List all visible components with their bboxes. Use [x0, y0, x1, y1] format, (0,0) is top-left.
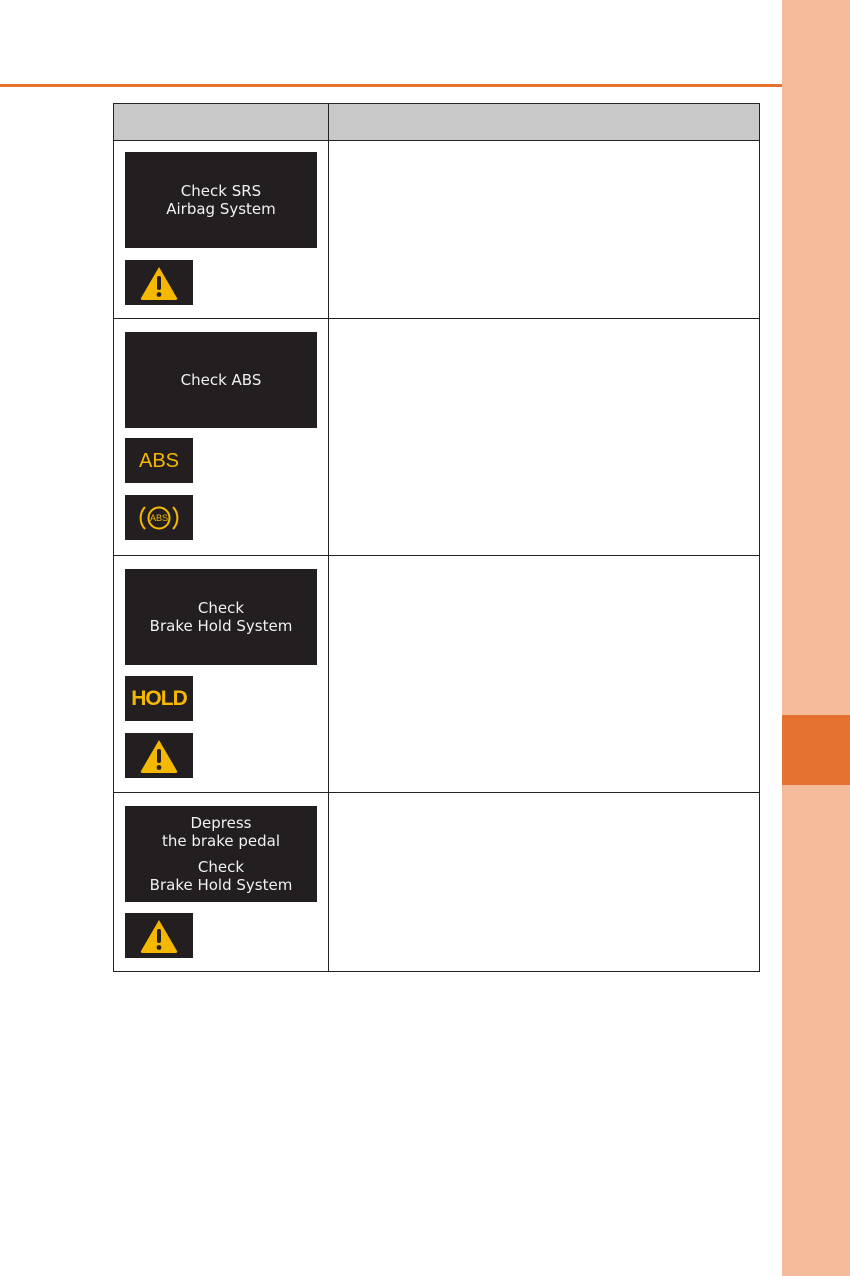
header-rule	[0, 84, 782, 87]
warning-triangle-icon	[125, 913, 193, 958]
abs-label: ABS	[138, 449, 180, 472]
abs-text-icon	[125, 438, 193, 483]
abs-circle-label: ABS	[149, 512, 169, 523]
display-line: Depress	[190, 814, 252, 832]
chapter-tab-marker	[782, 715, 850, 785]
display-line: Check SRS	[180, 182, 262, 200]
warning-triangle-icon	[125, 733, 193, 778]
hold-label: HOLD	[131, 686, 187, 710]
row-divider	[114, 555, 759, 556]
warning-message-table	[113, 103, 760, 972]
display-depress-brake-pedal	[125, 806, 317, 902]
display-line: Check ABS	[180, 371, 262, 389]
display-line: Brake Hold System	[149, 617, 293, 635]
abs-circle-icon	[125, 495, 193, 540]
display-line: Brake Hold System	[149, 876, 293, 894]
display-line: Check	[197, 599, 245, 617]
display-line: the brake pedal	[161, 832, 281, 850]
display-line: Airbag System	[166, 200, 276, 218]
display-check-brake-hold	[125, 569, 317, 665]
display-check-abs	[125, 332, 317, 428]
row-divider	[114, 318, 759, 319]
chapter-side-band	[782, 0, 850, 1276]
column-divider	[328, 104, 329, 971]
hold-icon	[125, 676, 193, 721]
display-line: Check	[197, 858, 245, 876]
display-check-srs-airbag	[125, 152, 317, 248]
table-header	[114, 104, 759, 141]
warning-triangle-icon	[125, 260, 193, 305]
row-divider	[114, 792, 759, 793]
